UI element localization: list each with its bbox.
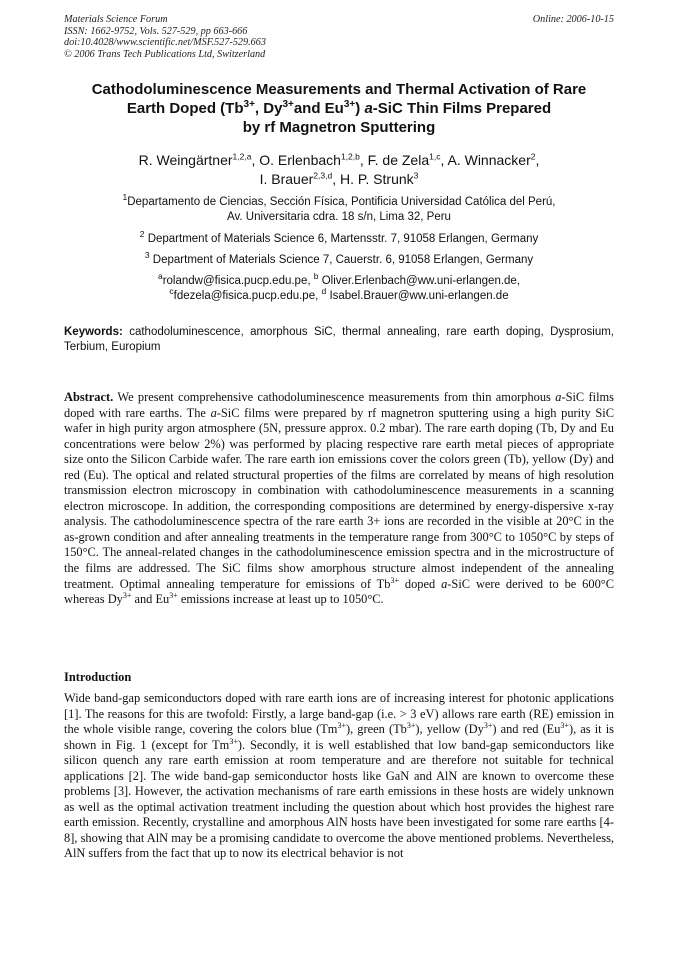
- journal-header: [64, 14, 614, 60]
- issn-line: ISSN: 1662-9752, Vols. 527-529, pp 663-666: [64, 25, 248, 37]
- online-date: Online: 2006-10-15: [532, 14, 614, 25]
- abstract: Abstract. We present comprehensive cathodoluminescence measurements from thin amorphous a-SiC films doped with rare earths. The a-SiC films were prepared by rf magnetron sputtering using a high purity SiC wafer in high purity argon atmosphere (5N, pressure approx. 0.2 mbar). The rare earth doping (Tb, Dy and Eu concentrations were below 2%) was performed by placing respective rare earth metal pieces of appropriate size onto the Silicon Carbide wafer. The rare earth ion emissions cover the colors green (Tb), yellow (Dy) and red (Eu). The optical and related structural properties of the films are correlated by means of high resolution transmission electron microscopy in combination with cathodoluminescence measurements in a scanning electron microscope. In addition, the corresponding compositions are determined by energy-dispersive x-ray analysis. The cathodoluminescence spectra of the rare earth 3+ ions are recorded in the visible at 20°C in the as-grown condition and after annealing treatments in the temperature range from 300°C to 1050°C by steps of 150°C. The anneal-related changes in the cathodoluminescence emission spectra and in the microstructure of the films are addressed. The SiC films show amorphous structure almost independent of the annealing treatment. Optimal annealing temperature for emissions of $Tb^{3+}$ doped a-SiC were derived to be 600°C whereas $Dy^{3+}$ and $Eu^{3+}$ emissions increase at least up to 1050°C.: [64, 390, 614, 607]
- author: R. Weingärtner$^{1,2,a}$,: [138, 151, 260, 168]
- affiliation-1: $^1$Departamento de Ciencias, Sección Física, Pontificia Universidad Católica del Perú, Av. Universitaria cdra. 18 s/n, Lima 32, Peru: [122, 192, 556, 224]
- author-list: [64, 151, 614, 189]
- author: O. Erlenbach$^{1,2,b}$,: [259, 151, 368, 168]
- author: H. P. Strunk$^3$: [339, 170, 419, 187]
- author-emails: $^a$rolandw@fisica.pucp.edu.pe, $^b$ Oliver.Erlenbach@ww.uni-erlangen.de, $^c$fdezela@fisica.pucp.edu.pe, $^d$ Isabel.Brauer@ww.uni-erlangen.de: [157, 271, 521, 302]
- author: F. de Zela$^{1,c}$,: [367, 151, 448, 168]
- email-link: rolandw@fisica.pucp.edu.pe,: [162, 275, 314, 287]
- affiliation-3: $^3$ Department of Materials Science 7, Cauerstr. 6, 91058 Erlangen, Germany: [144, 250, 534, 266]
- author: A. Winnacker$^2$,: [447, 151, 540, 168]
- email-link: Oliver.Erlenbach@ww.uni-erlangen.de,: [321, 275, 521, 287]
- email-link: Isabel.Brauer@ww.uni-erlangen.de: [329, 290, 509, 302]
- doi-line: doi:10.4028/www.scientific.net/MSF.527-529.663: [64, 37, 266, 49]
- journal-name: Materials Science Forum: [64, 14, 168, 25]
- affiliation-2: $^2$ Department of Materials Science 6, Martensstr. 7, 91058 Erlangen, Germany: [139, 229, 539, 245]
- copyright-line: © 2006 Trans Tech Publications Ltd, Switzerland: [64, 48, 266, 60]
- paper-title: Cathodoluminescence Measurements and Thermal Activation of Rare Earth Doped ($Tb^{3+}$, $Dy^{3+}and$ $Eu^{3+}$) a-SiC Thin Films Prepared by rf Magnetron Sputtering: [91, 81, 587, 136]
- author: I. Brauer$^{2,3,d}$,: [259, 170, 340, 187]
- keywords: Keywords: cathodoluminescence, amorphous SiC, thermal annealing, rare earth doping, Dysprosium, Terbium, Europium: [64, 326, 614, 353]
- introduction-body: Wide band-gap semiconductors doped with rare earth ions are of increasing interest for photonic applications [1]. The reasons for this are twofold: Firstly, a large band-gap (i.e. > 3 eV) allows rare earth (RE) emission in the whole visible range, covering the colors blue $(Tm^{3+})$, green $(Tb^{3+})$, yellow $(Dy^{3+})$ and red $(Eu^{3+})$, as it is shown in Fig. 1 (except for $Tm^{3+}$). Secondly, it is well established that low band-gap semiconductors like silicon quench any rare earth emission at room temperature and are therefore not suitable for technical applications [2]. The wide band-gap semiconductor hosts like GaN and AlN are known to overcome these problems [3]. However, the activation mechanisms of rare earth emissions in these hosts are widely unknown as well as the optimal activation treatment including the question about which host provides the highest rare earth emission. Recently, crystalline and amorphous AlN hosts have been investigated for some rare earths [4-8], showing that AlN may be a promising candidate to overcome the above mentioned problems. Nevertheless, AlN suffers from the fact that up to now its electrical behavior is not: [64, 691, 614, 861]
- email-link: fdezela@fisica.pucp.edu.pe,: [173, 290, 322, 302]
- section-heading: Introduction: [64, 670, 132, 684]
